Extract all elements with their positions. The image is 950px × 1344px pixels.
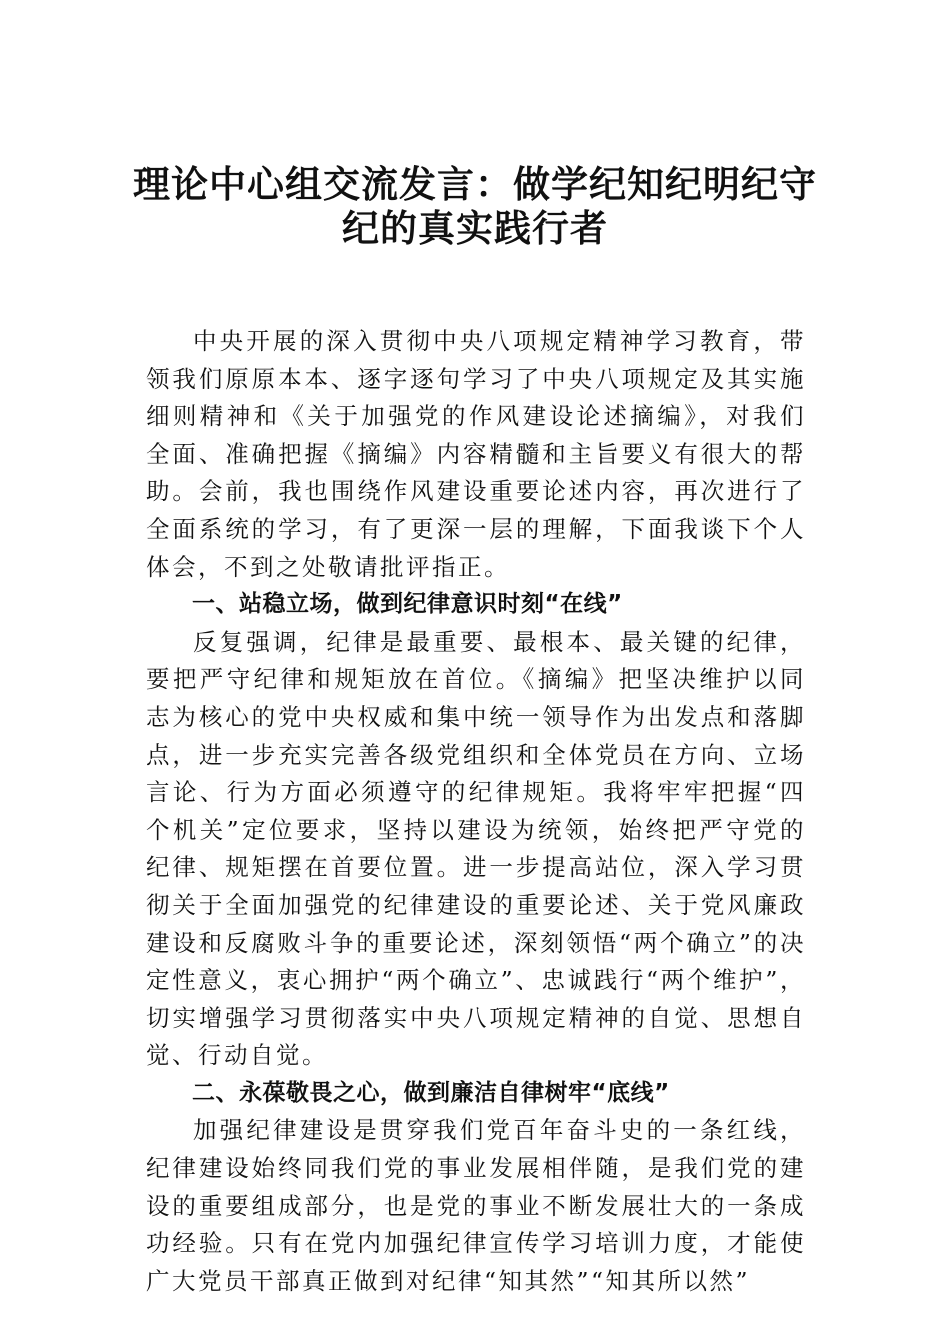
section-1-paragraph: 反复强调，纪律是最重要、最根本、最关键的纪律，要把严守纪律和规矩放在首位。《摘编》把坚决维护以同志为核心的党中央权威和集中统一领导作为出发点和落脚点，进一步充实完善各级党组织和全体党员在方向、立场言论、行为方面必须遵守的纪律规矩。我将牢牢把握“四个机关”定位要求，坚持以建设为统领，始终把严守党的纪律、规矩摆在首要位置。进一步提高站位，深入学习贯彻关于全面加强党的纪律建设的重要论述、关于党风廉政建设和反腐败斗争的重要论述，深刻领悟“两个确立”的决定性意义，衷心拥护“两个确立”、忠诚践行“两个维护”，切实增强学习贯彻落实中央八项规定精神的自觉、思想自觉、行动自觉。 (146, 627, 806, 1070)
document-title-line-2: 纪的真实践行者 (342, 206, 608, 250)
document-title-line-1: 理论中心组交流发言：做学纪知纪明纪守 (133, 162, 817, 206)
section-2-heading: 二、永葆敬畏之心，做到廉洁自律树牢“底线” (192, 1079, 670, 1106)
section-2-paragraph: 加强纪律建设是贯穿我们党百年奋斗史的一条红线，纪律建设始终同我们党的事业发展相伴随，是我们党的建设的重要组成部分，也是党的事业不断发展壮大的一条成功经验。只有在党内加强纪律宣传学习培训力度，才能使广大党员干部真正做到对纪律“知其然”“知其所以然” (146, 1116, 806, 1295)
section-1-heading: 一、站稳立场，做到纪律意识时刻“在线” (192, 591, 623, 618)
document-body (146, 323, 806, 1300)
intro-paragraph: 中央开展的深入贯彻中央八项规定精神学习教育，带领我们原原本本、逐字逐句学习了中央八项规定及其实施细则精神和《关于加强党的作风建设论述摘编》，对我们全面、准确把握《摘编》内容精髓和主旨要义有很大的帮助。会前，我也围绕作风建设重要论述内容，再次进行了全面系统的学习，有了更深一层的理解，下面我谈下个人体会，不到之处敬请批评指正。 (146, 327, 806, 581)
